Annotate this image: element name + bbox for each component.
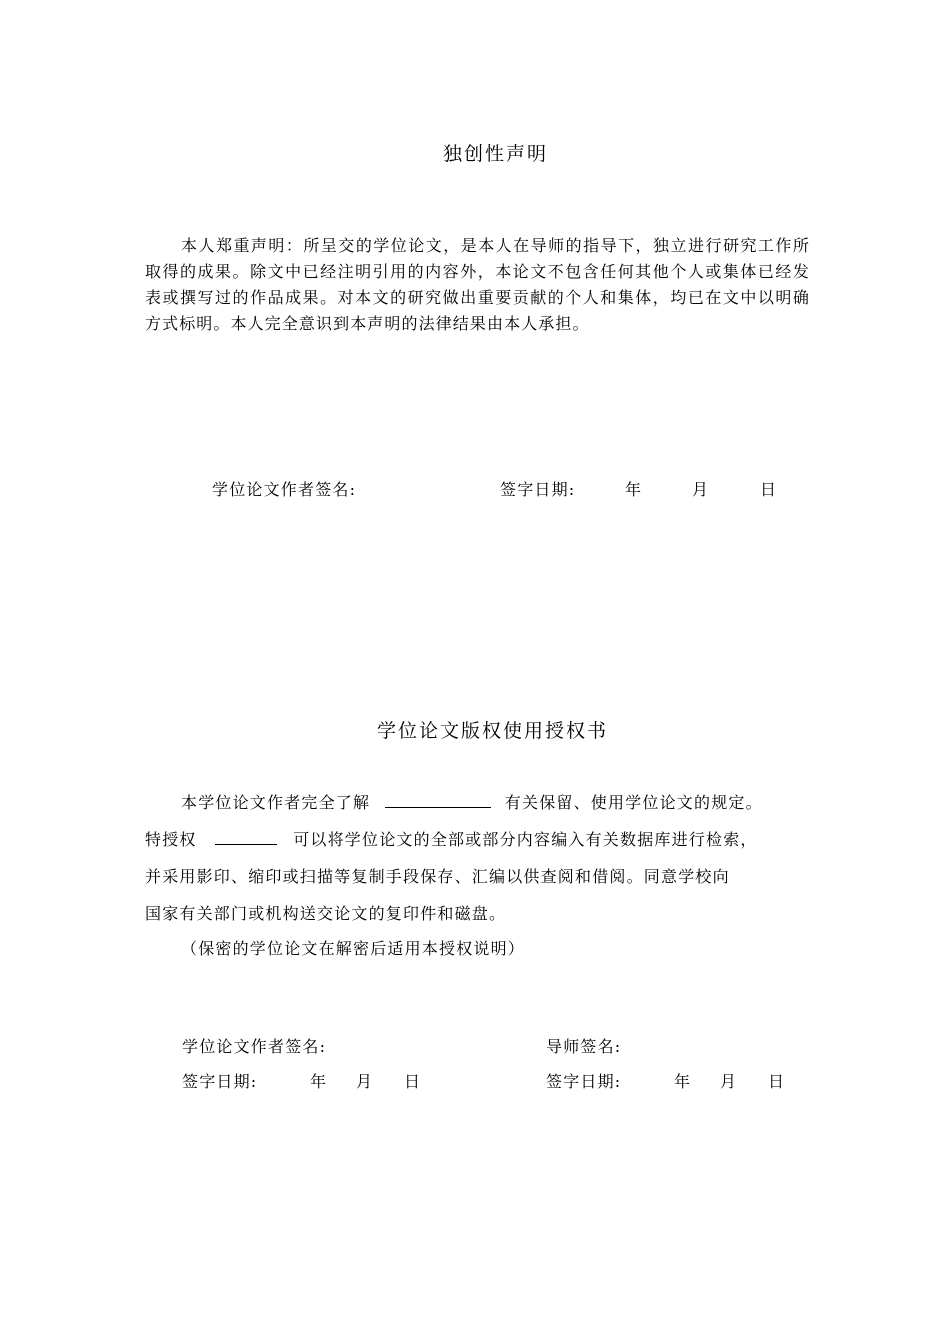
authorization-line-2-before: 特授权 <box>145 830 197 849</box>
authorization-line-2 <box>145 827 758 850</box>
authorization-supervisor-year-label: 年 <box>674 1072 692 1091</box>
declaration-day-label: 日 <box>760 480 778 499</box>
declaration-month-label: 月 <box>692 480 710 499</box>
authorization-line-3: 并采用影印、缩印或扫描等复制手段保存、汇编以供查阅和借阅。同意学校向 <box>145 867 730 886</box>
authorization-line-1 <box>181 790 763 813</box>
authorization-author-month-label: 月 <box>356 1072 374 1091</box>
authorization-title: 学位论文版权使用授权书 <box>377 720 609 742</box>
declaration-author-signature-label: 学位论文作者签名: <box>212 480 357 499</box>
authorization-line-1-after: 有关保留、使用学位论文的规定。 <box>504 793 763 812</box>
authorization-line-2-after: 可以将学位论文的全部或部分内容编入有关数据库进行检索， <box>293 830 758 849</box>
authorization-author-day-label: 日 <box>404 1072 422 1091</box>
authorization-author-signature-label: 学位论文作者签名: <box>182 1037 327 1056</box>
declaration-title: 独创性声明 <box>443 143 549 165</box>
university-name-blank <box>385 791 491 808</box>
authorization-supervisor-month-label: 月 <box>720 1072 738 1091</box>
authorization-supervisor-date-label: 签字日期: <box>546 1072 622 1091</box>
declaration-date-label: 签字日期: <box>500 480 576 499</box>
authorization-author-date-label: 签字日期: <box>182 1072 258 1091</box>
declaration-paragraph: 本人郑重声明：所呈交的学位论文，是本人在导师的指导下，独立进行研究工作所取得的成果。除文中已经注明引用的内容外，本论文不包含任何其他个人或集体已经发表或撰写过的作品成果。对本文的研究做出重要贡献的个人和集体，均已在文中以明确方式标明。本人完全意识到本声明的法律结果由本人承担。 <box>145 236 810 333</box>
authorization-line-1-before: 本学位论文作者完全了解 <box>181 793 371 812</box>
declaration-year-label: 年 <box>625 480 643 499</box>
authorization-author-year-label: 年 <box>310 1072 328 1091</box>
authorization-note: （保密的学位论文在解密后适用本授权说明） <box>181 939 526 958</box>
authorization-supervisor-signature-label: 导师签名: <box>546 1037 622 1056</box>
authorization-line-4: 国家有关部门或机构送交论文的复印件和磁盘。 <box>145 904 507 923</box>
authorized-party-blank <box>215 828 277 845</box>
authorization-supervisor-day-label: 日 <box>768 1072 786 1091</box>
